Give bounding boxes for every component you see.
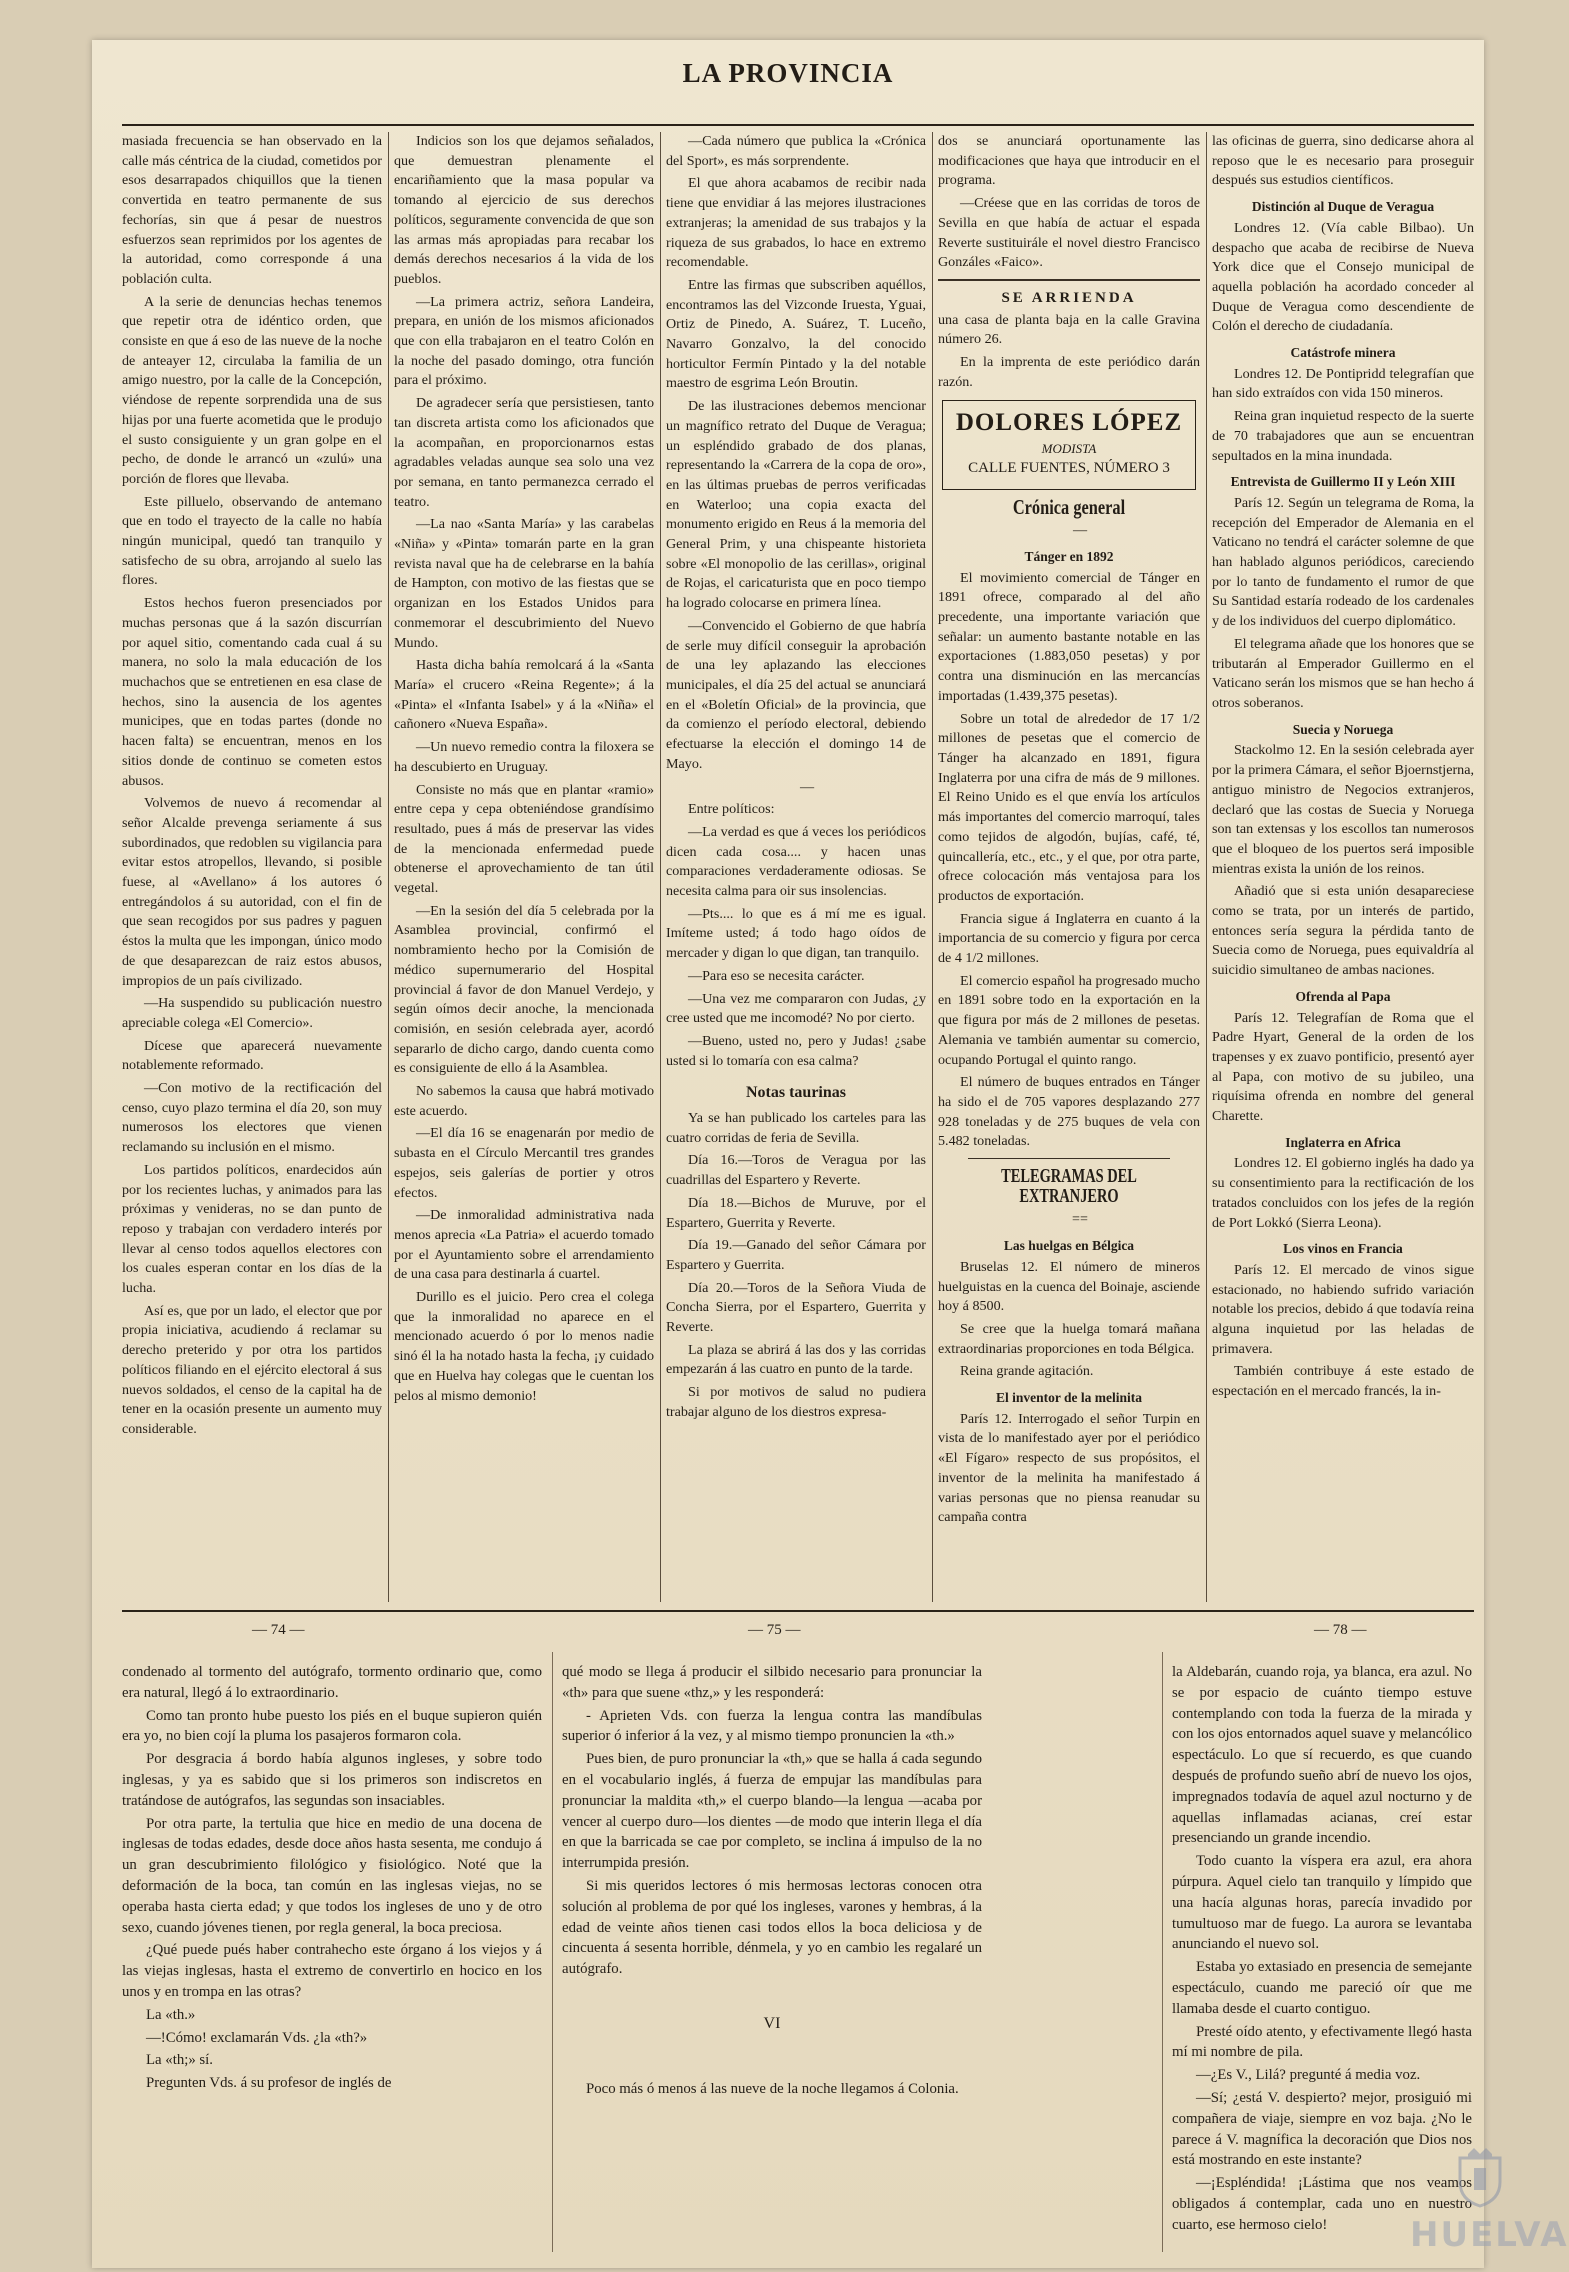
column-5 bbox=[1212, 132, 1474, 1602]
paragraph: —Una vez me compararon con Judas, ¿y cree usted que me incomodé? No por cierto. bbox=[666, 990, 926, 1027]
paragraph: —Bueno, usted no, pero y Judas! ¿sabe usted si lo tomaría con esa calma? bbox=[666, 1032, 926, 1069]
archive-watermark bbox=[1410, 2148, 1569, 2258]
paragraph: masiada frecuencia se han observado en la calle más céntrica de la ciudad, cometidos por esos desarrapados chiquillos que la tienen convertida en teatro permanente de sus fechorías, sin que á pesar de nuestros esfuerzos sean reprimidos por los agentes de la autoridad, como corresponde á una población culta. bbox=[122, 133, 382, 287]
column-divider bbox=[932, 132, 933, 1602]
ad-address: CALLE FUENTES, NÚMERO 3 bbox=[968, 459, 1170, 476]
paragraph: Si por motivos de salud no pudiera trabajar alguno de los diestros expresa- bbox=[666, 1384, 926, 1420]
paragraph: Stackolmo 12. En la sesión celebrada ayer por la primera Cámara, el señor Bjoernstjerna, antiguo ministro de Negocios extranjeros, declaró que las costas de Suecia y Noruega son tan extensas y los escollos tan numerosos que el bloqueo de los puertos será imposible mientras exista la unión de los reinos. bbox=[1212, 742, 1474, 877]
paragraph: También contribuye á este estado de espectación en el mercado francés, la in- bbox=[1212, 1363, 1474, 1400]
paragraph: Reina grande agitación. bbox=[960, 1363, 1094, 1380]
paragraph: Todo cuanto la víspera era azul, era ahora púrpura. Aquel cielo tan tranquilo y límpido que una hacía algunas horas, parecía invadido por tumultuoso mar de fuego. La aurora se levantaba anunciando el nuevo sol. bbox=[1172, 1853, 1472, 1953]
paragraph: Entre las firmas que subscriben aquéllos, encontramos las del Vizconde Iruesta, Yguai, Ortiz de Pinedo, A. Suárez, T. Luceño, Navarro Gonzalvo, la del conocido horticultor Fermín Pintado y la del notable maestro de esgrima León Broutin. bbox=[666, 276, 926, 392]
paragraph: Estaba yo extasiado en presencia de semejante espectáculo, cuando me pareció oír que me llamaba desde el cuarto contiguo. bbox=[1172, 1959, 1472, 2017]
paragraph: París 12. Interrogado el señor Turpin en vista de lo manifestado ayer por el periódico «El Fígaro» respecto de sus propósitos, el inventor de la melinita ha manifestado á varias personas que no piensa reanudar su campaña contra bbox=[938, 1410, 1200, 1526]
subtitle-vinos: Los vinos en Francia bbox=[1283, 1241, 1403, 1257]
column-divider bbox=[660, 132, 661, 1602]
paragraph: Londres 12. El gobierno inglés ha dado ya su consentimiento para la rectificación de los tratados concluidos con los jefes de la región de Port Lokkó (Sierra Leona). bbox=[1212, 1155, 1474, 1231]
paragraph: —En la sesión del día 5 celebrada por la Asamblea provincial, confirmó el nombramiento hecho por la Comisión de médico supernumerario del Hospital provincial á favor de don Manuel Verdejo, y según oímos decir anoche, la mencionada comisión, en sesión celebrada ayer, acordó separarlo de dicho cargo, dando cuenta como es consiguiente de ello á la Asamblea. bbox=[394, 902, 654, 1077]
paragraph: qué modo se llega á producir el silbido necesario para pronunciar la «th» para que suene «thz,» y les responderá: bbox=[562, 1664, 982, 1701]
paragraph: Volvemos de nuevo á recomendar al señor Alcalde prevenga seriamente á sus subordinados, que redoblen su vigilancia para evitar estos atropellos, llevando, si posible fuese, al «Avellano» á los autores ó entregándolos á su autoridad, con el fin de que sean recogidos por sus padres y paguen éstos la multa que les impongan, único modo de que desaparezcan de raiz estos abusos, impropios de un país civilizado. bbox=[122, 795, 382, 989]
paragraph: Sobre un total de alrededor de 17 1/2 millones de pesetas que el comercio de Tánger ha alcanzado en 1891, figura Inglaterra por una cifra de más de 9 millones. El Reino Unido es el que envía los artículos más importantes del comercio marroquí, tales como tejidos de algodón, bujías, café, té, quincallería, etc., etc., y el que, por otra parte, ofrece colocación más ventajosa para los productos de exportación. bbox=[938, 710, 1200, 904]
advertisement-box bbox=[942, 400, 1196, 489]
newspaper-page bbox=[92, 40, 1569, 2268]
paragraph: —Sí; ¿está V. despierto? mejor, prosiguió mi compañera de viaje, siempre en voz baja. ¿No le parece á V. magnífica la decoración que Dios nos está mostrando en este instante? bbox=[1172, 2089, 1472, 2169]
paragraph: En la imprenta de este periódico darán razón. bbox=[938, 354, 1200, 390]
paragraph: dos se anunciará oportunamente las modificaciones que haya que introducir en el programa. bbox=[938, 133, 1200, 189]
separator-double-dash: == bbox=[1072, 1211, 1088, 1228]
paragraph: París 12. Telegrafían de Roma que el Padre Hyart, General de la orden de los trapenses y ex zuavo pontificio, presentó ayer al Papa, con motivo de su jubileo, una riquísima ofrenda en nombre del general Charette. bbox=[1212, 1009, 1474, 1125]
paragraph: Estos hechos fueron presenciados por muchas personas que á la sazón discurrían por aquel sitio, comentando cada cual á su manera, no solo la mala educación de los muchachos que se entretienen en esa clase de hechos, sino la ausencia de los agentes municipes, que en todas partes (donde no hacen falta) se encuentran, menos en los sitios donde de continuo se cometen estos abusos. bbox=[122, 595, 382, 789]
paragraph: —Con motivo de la rectificación del censo, cuyo plazo termina el día 20, son muy numerosos los electores que vienen reclamando su inclusión en el mismo. bbox=[122, 1080, 382, 1156]
paragraph: Día 20.—Toros de la Señora Viuda de Concha Sierra, por el Espartero, Guerrita y Reverte. bbox=[666, 1279, 926, 1336]
section-title-taurinas: Notas taurinas bbox=[745, 1084, 846, 1102]
subtitle-duque: Distinción al Duque de Veragua bbox=[1251, 199, 1435, 215]
ad-role: MODISTA bbox=[1041, 441, 1097, 457]
column-divider bbox=[388, 132, 389, 1602]
paragraph: Como tan pronto hube puesto los piés en el buque supieron quién era yo, no bien cojí la pluma los pasajeros formaron cola. bbox=[122, 1707, 542, 1745]
page-number-left: — 74 — bbox=[252, 1622, 305, 1638]
separator-dash: — bbox=[1072, 522, 1088, 539]
folletin-divider bbox=[1162, 1652, 1163, 2252]
paragraph: —De inmoralidad administrativa nada menos aprecia «La Patria» el acuerdo tomado por el Ayuntamiento sobre el arrendamiento de una casa para destinarla á cuartel. bbox=[394, 1207, 654, 1283]
divider bbox=[938, 279, 1200, 281]
section-title-cronica: Crónica general bbox=[1012, 494, 1126, 519]
masthead: LA PROVINCIA bbox=[682, 58, 894, 88]
paragraph: Este pilluelo, observando de antemano que en todo el trayecto de la calle no había ningún municipal, quedó tan tranquilo y satisfecho de su obra, arrojando al suelo las flores. bbox=[122, 493, 382, 589]
paragraph: Dícese que aparecerá nuevamente notablemente reformado. bbox=[122, 1037, 382, 1074]
paragraph: Hasta dicha bahía remolcará á la «Santa María» el crucero «Reina Regente»; á la «Pinta» el «Infanta Isabel» y á la «Niña» el cañonero «Nueva España». bbox=[394, 657, 654, 733]
column-3 bbox=[666, 132, 926, 1602]
paragraph: El movimiento comercial de Tánger en 1891 ofrece, comparado al del año precedente, una importante variación que señalar: un aumento bastante notable en las exportaciones (1.883,050 pesetas) y por contra una disminución en las mercancías importadas (1.439,375 pesetas). bbox=[938, 569, 1200, 704]
subtitle-papa: Ofrenda al Papa bbox=[1295, 988, 1391, 1004]
paragraph: —La primera actriz, señora Landeira, prepara, en unión de los mismos aficionados que con ella trabajaron en el teatro Colón en la noche del pasado domingo, otra función para el próximo. bbox=[394, 293, 654, 389]
paragraph: De las ilustraciones debemos mencionar un magnífico retrato del Duque de Veragua; un espléndido grabado de dos planas, representando la «Carrera de la copa de oro», en las últimas pruebas de perros verificadas en Waterloo; una copia exacta del monumento erigido en Reus á la memoria del General Prim, y una chispeante historieta sobre «El monopolio de las cerillas», original de Rojas, el caricaturista que en poco tiempo ha logrado colocarse en primera línea. bbox=[666, 398, 926, 612]
paragraph: Londres 12. (Vía cable Bilbao). Un despacho que acaba de recibirse de Nueva York dice que el Consejo municipal de aquella población ha acordado conceder al Duque de Veragua como descendiente de Colón el derecho de ciudadanía. bbox=[1212, 219, 1474, 335]
paragraph: París 12. El mercado de vinos sigue estacionado, no habiendo sufrido variación notable los precios, debido á que todavía reina alguna inquietud por las heladas de primavera. bbox=[1212, 1261, 1474, 1357]
chapter-number: VI bbox=[763, 2014, 781, 2032]
folletin-left bbox=[122, 1662, 542, 2262]
paragraph: las oficinas de guerra, sino dedicarse ahora al reposo que le es necesario para proseguir después sus estudios científicos. bbox=[1212, 133, 1474, 189]
paragraph: Si mis queridos lectores ó mis hermosas lectoras conocen otra solución al problema de por qué los ingleses, varones y hembras, á la edad de veinte años tienen casi todos ellos la boca deliciosa y de cincuenta á sesenta horrible, dénmela, y yo en cambio les regalaré un autógrafo. bbox=[562, 1877, 982, 1978]
paragraph: El que ahora acabamos de recibir nada tiene que envidiar á las mejores ilustraciones extranjeras; la amenidad de sus trabajos y la riqueza de sus grabados, lo hace en extremo recomendable. bbox=[666, 175, 926, 271]
paragraph: —La nao «Santa María» y las carabelas «Niña» y «Pinta» tomarán parte en la gran revista naval que ha de celebrarse en la bahía de Hampton, con motivo de las fiestas que se organizan en los Estados Unidos para conmemorar el descubrimiento del Nuevo Mundo. bbox=[394, 516, 654, 651]
section-title-telegramas: TELEGRAMAS DEL EXTRANJERO bbox=[1001, 1165, 1137, 1207]
paragraph: condenado al tormento del autógrafo, tormento ordinario que, como era natural, llegó á lo extraordinario. bbox=[122, 1664, 542, 1701]
paragraph: Así es, que por un lado, el elector que por propia iniciativa, acudiendo á reclamar su derecho preterido y por otra los partidos políticos filiando en el ejército electoral á sus nuevos soldados, el censo de la capital ha de tener en la ocasión presente un aumento muy considerable. bbox=[122, 1302, 382, 1437]
paragraph: —Ha suspendido su publicación nuestro apreciable colega «El Comercio». bbox=[122, 995, 382, 1031]
paragraph: Bruselas 12. El número de mineros huelguistas en la cuenca del Boinaje, asciende hoy á 8500. bbox=[938, 1258, 1200, 1315]
paragraph: Pues bien, de puro pronunciar la «th,» que se halla á cada segundo en el vocabulario inglés, á fuerza de empujar las mandíbulas para pronunciar la maldita «th,» el cuerpo blando—la lengua —acaba por vencer al cuerpo duro—los dientes —de modo que interin llega el día en que la barricada se cae por completo, se inclina á impulso de la no interrumpida presión. bbox=[562, 1751, 982, 1872]
paragraph: —Para eso se necesita carácter. bbox=[688, 967, 865, 984]
paragraph: De agradecer sería que persistiesen, tanto tan discreta artista como los aficionados que la acompañan, en proporcionarnos estas agradables veladas aunque sea solo una vez por semana, en tanto permanezca cerrado el teatro. bbox=[394, 395, 654, 510]
column-4 bbox=[938, 132, 1200, 1602]
paragraph: una casa de planta baja en la calle Gravina número 26. bbox=[938, 311, 1200, 348]
paragraph: La plaza se abrirá á las dos y las corridas empezarán á las cuatro en punto de la tarde. bbox=[666, 1341, 926, 1378]
watermark-text: HUELVA bbox=[1410, 2215, 1569, 2255]
column-1 bbox=[122, 132, 382, 1602]
folletin-rule bbox=[122, 1610, 1474, 1612]
paragraph: Ya se han publicado los carteles para las cuatro corridas de feria de Sevilla. bbox=[666, 1110, 926, 1146]
ad-name: DOLORES LÓPEZ bbox=[955, 409, 1183, 437]
paragraph: —!Cómo! exclamarán Vds. ¿la «th?» bbox=[146, 2029, 368, 2046]
subtitle-entrevista: Entrevista de Guillermo II y León XIII bbox=[1230, 474, 1456, 490]
subtitle-africa: Inglaterra en Africa bbox=[1285, 1134, 1401, 1150]
paragraph: La «th.» bbox=[146, 2006, 196, 2023]
paragraph: Por otra parte, la tertulia que hice en medio de una docena de inglesas de todas edades, desde doce años hasta sesenta, me condujo á un gran descubrimiento filológico y fisiológico. Noté que la deformación de la boca, tan común en las inglesas viejas, no se operaba hasta cierta edad; y que todos los ingleses de uno y de otro sexo, cuando jóvenes tienen, por regla general, la boca preciosa. bbox=[122, 1815, 542, 1936]
paragraph: —Un nuevo remedio contra la filoxera se ha descubierto en Uruguay. bbox=[394, 739, 654, 775]
folletin-middle bbox=[562, 1662, 982, 2262]
paragraph: Londres 12. De Pontipridd telegrafían que han sido extraídos con vida 150 mineros. bbox=[1212, 365, 1474, 402]
paragraph: El número de buques entrados en Tánger ha sido el de 705 vapores desplazando 277 928 toneladas y de 275 buques de vela con 5.482 toneladas. bbox=[938, 1074, 1200, 1150]
column-2 bbox=[394, 132, 654, 1602]
subtitle-melinita: El inventor de la melinita bbox=[995, 1390, 1142, 1406]
separator-dash: — bbox=[799, 778, 815, 795]
page-number-right: — 78 — bbox=[1314, 1622, 1367, 1638]
paragraph: El telegrama añade que los honores que se tributarán al Emperador Guillermo en el Vaticano serán los mismos que se han hecho á otros soberanos. bbox=[1212, 635, 1474, 711]
column-divider bbox=[1206, 132, 1207, 1602]
paragraph: Entre políticos: bbox=[688, 801, 775, 818]
header-rule bbox=[122, 124, 1474, 126]
paragraph: —Convencido el Gobierno de que habría de serle muy difícil conseguir la aprobación de una ley aplazando las elecciones municipales, el día 25 del actual se anunciará en el «Boletín Oficial» de la provincia, que da comienzo el período electoral, debiendo efectuarse la elección el domingo 14 de Mayo. bbox=[666, 617, 926, 772]
paragraph: Los partidos políticos, enardecidos aún por los recientes luchas, y animados para las próximas y venideras, no se dan punto de reposo y trabajan con verdadero interés por llevar al censo todos aquellos electores con los cuales esperan contar en los días de la lucha. bbox=[122, 1161, 382, 1297]
coat-of-arms-icon bbox=[1450, 2148, 1510, 2210]
subtitle-suecia: Suecia y Noruega bbox=[1292, 721, 1394, 737]
paragraph: Día 19.—Ganado del señor Cámara por Espartero y Guerrita. bbox=[666, 1237, 926, 1273]
paragraph: No sabemos la causa que habrá motivado este acuerdo. bbox=[394, 1083, 654, 1119]
folletin-divider bbox=[552, 1652, 553, 2252]
paragraph: —¡Espléndida! ¡Lástima que nos veamos obligados á contemplar, cada uno en nuestro cuarto, ese hermoso cielo! bbox=[1172, 2175, 1472, 2233]
paragraph: Poco más ó menos á las nueve de la noche llegamos á Colonia. bbox=[586, 2080, 959, 2097]
paragraph: ¿Qué puede pués haber contrahecho este órgano á los viejos y á las viejas inglesas, hasta el extremo de convertirlo en hocico en los unos y en trompa en las otras? bbox=[122, 1942, 542, 2000]
paragraph: - Aprieten Vds. con fuerza la lengua contra las mandíbulas superior ó inferior á la vez, y al mismo tiempo pronuncien la «th.» bbox=[562, 1707, 982, 1745]
paragraph: —La verdad es que á veces los periódicos dicen cada cosa.... y hacen unas comparaciones verdaderamente odiosas. Se necesita calma para oir sus insolencias. bbox=[666, 823, 926, 900]
paragraph: Añadió que si esta unión desapareciese como se trata, por un interés de partido, entonces sería segura la pérdida tanto de Suecia como de Noruega, pues equivaldría al suicidio simultaneo de ambas naciones. bbox=[1212, 883, 1474, 979]
paragraph: Indicios son los que dejamos señalados, que demuestran plenamente el encariñamiento que la masa popular va tomando al ejercicio de sus derechos políticos, seguramente convencida de que son las armas más apropiadas para recabar los demás derechos necesarios á la vida de los pueblos. bbox=[394, 133, 654, 287]
paragraph: Consiste no más que en plantar «ramio» entre cepa y cepa obteniéndose grandísimo resultado, pues á más de preservar las vides de la mencionada enfermedad puede obtenerse el aprovechamiento de tan útil vegetal. bbox=[394, 781, 654, 897]
paragraph: Pregunten Vds. á su profesor de inglés de bbox=[146, 2075, 392, 2092]
paragraph: —¿Es V., Lilá? pregunté á media voz. bbox=[1196, 2067, 1421, 2084]
paragraph: —El día 16 se enagenarán por medio de subasta en el Círculo Mercantil tres grandes espejos, seis galerías de portier y otros efectos. bbox=[394, 1125, 654, 1201]
paragraph: la Aldebarán, cuando roja, ya blanca, era azul. No se por espacio de cuánto tiempo estuve contemplando con toda la fuerza de la mirada y con los ojos entornados aquel suave y melancólico espectáculo. Lo que sí recuerdo, es que cuando después de profundo sueño abrí de nuevo los ojos, impregnados todavía de aquel azul nocturno y de aquellas inflamadas acianas, creí estar presenciando un grande incendio. bbox=[1172, 1664, 1472, 1847]
paragraph: —Cada número que publica la «Crónica del Sport», es más sorprendente. bbox=[666, 133, 926, 169]
subtitle-minera: Catástrofe minera bbox=[1290, 345, 1396, 361]
page-number-middle: — 75 — bbox=[748, 1622, 801, 1638]
paragraph: Día 16.—Toros de Veragua por las cuadrillas del Espartero y Reverte. bbox=[666, 1152, 926, 1189]
rent-notice-title: SE ARRIENDA bbox=[1001, 289, 1137, 306]
paragraph: —Créese que en las corridas de toros de Sevilla en que había de actuar el espada Reverte sustituirále el novel diestro Francisco Gonzáles «Faico». bbox=[938, 195, 1200, 271]
paragraph: Por desgracia á bordo había algunos ingleses, y sobre todo inglesas, y ya es sabido que si los primeros son indiscretos en tratándose de autógrafos, las segundas son insaciables. bbox=[122, 1751, 542, 1809]
paragraph: —Pts.... lo que es á mí me es igual. Imíteme usted; á todo hago oídos de mercader y digan lo que digan, tan tranquilo. bbox=[666, 905, 926, 962]
paragraph: Día 18.—Bichos de Muruve, por el Espartero, Guerrita y Reverte. bbox=[666, 1194, 926, 1231]
paragraph: El comercio español ha progresado mucho en 1891 sobre todo en la exportación en la que figura por más de 2 millones de pesetas. Alemania ve también aumentar su comercio, ocupando Portugal el quinto rango. bbox=[938, 972, 1200, 1068]
divider bbox=[968, 1158, 1170, 1159]
subtitle-belgica: Las huelgas en Bélgica bbox=[1003, 1238, 1135, 1254]
paragraph: Durillo es el juicio. Pero crea el colega que la inmoralidad no aparece en el mencionado acuerdo ó por lo menos nadie sinó él la ha notado hasta la fecha, ¡y cuidado que en Huelva hay colegas que le cuentan los pelos al mismo demonio! bbox=[394, 1289, 654, 1404]
paragraph: París 12. Según un telegrama de Roma, la recepción del Emperador de Alemania en el Vaticano no tendrá el carácter solemne de que han hablado algunos periódicos, careciendo por lo tanto de fundamento el rumor de que Su Santidad estaría rodeado de los cardenales y de los individuos del cuerpo diplomático. bbox=[1212, 494, 1474, 630]
subtitle-tanger: Tánger en 1892 bbox=[1024, 548, 1114, 564]
paragraph: Reina gran inquietud respecto de la suerte de 70 trabajadores que aun se encuentran sepultados en la mina inundada. bbox=[1212, 408, 1474, 464]
paragraph: Presté oído atento, y efectivamente llegó hasta mí mi nombre de pila. bbox=[1172, 2023, 1472, 2061]
paragraph: Se cree que la huelga tomará mañana extraordinarias proporciones en toda Bélgica. bbox=[938, 1320, 1200, 1357]
paragraph: La «th;» sí. bbox=[146, 2052, 213, 2069]
paragraph: Francia sigue á Inglaterra en cuanto á la importancia de su comercio y figura por cerca de 4 1/2 millones. bbox=[938, 910, 1200, 967]
paragraph: A la serie de denuncias hechas tenemos que repetir otra de idéntico orden, que consiste en que á eso de las nueve de la noche de anteayer 12, circulaba la familia de un amigo nuestro, por la calle de la Concepción, viéndose de repente sorprendida una de sus hijas por una fuerte acometida que le produjo el susto consiguiente y un gran golpe en el pecho, de donde le arrancó un «zulú» una porción de flores que llevaba. bbox=[122, 293, 382, 487]
